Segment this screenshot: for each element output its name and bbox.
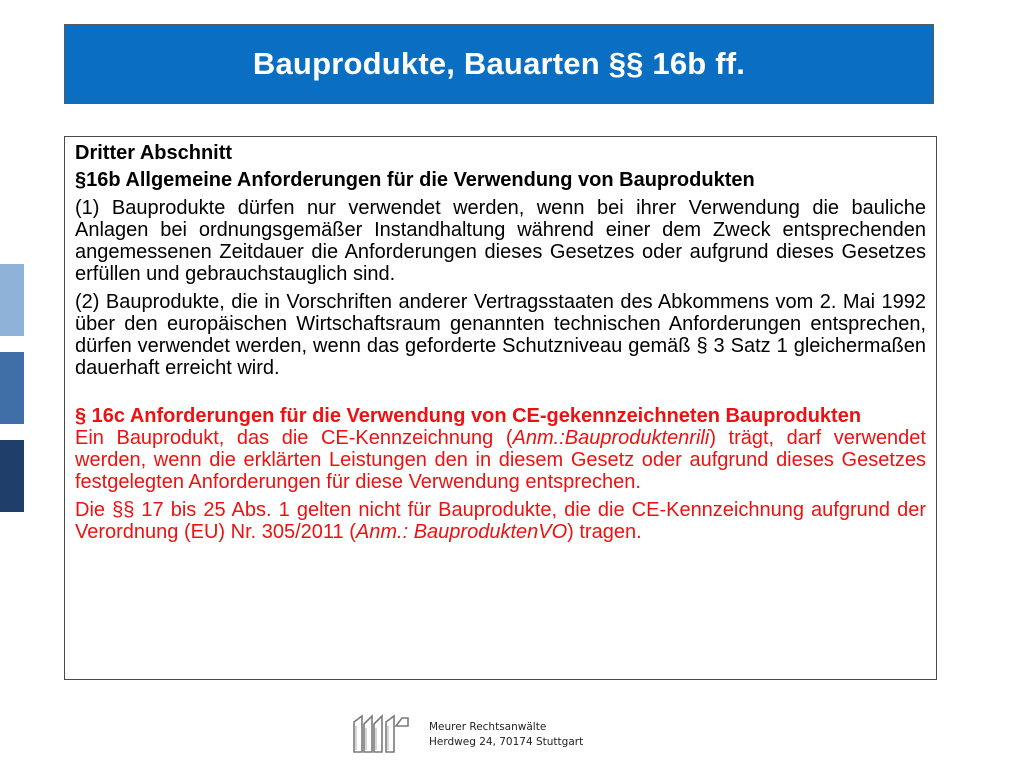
side-block-light [0, 264, 24, 336]
par16c-p1-annotation: Anm.:Bauproduktenrili [512, 427, 710, 449]
side-decoration [0, 264, 24, 528]
par16c-p2-text-b: ) tragen. [567, 521, 642, 543]
par16b-paragraph-1: (1) Bauprodukte dürfen nur verwendet werden, wenn bei ihrer Verwendung die bauliche Anlagen bei ordnungsgemäßer Instandhaltung während einer dem Zweck entsprechenden angemessenen Zeitdauer die Anforderungen dieses Gesetzes oder aufgrund dieses Gesetzes erfüllen und gebrauchstauglich sind. [75, 197, 926, 285]
law-firm-logo [352, 712, 410, 754]
footer-street: Herdweg 24, 70174 Stuttgart [429, 736, 584, 748]
par16c-p2-annotation: Anm.: BauproduktenVO [355, 521, 568, 543]
content-box [64, 136, 937, 680]
slide-title: Bauprodukte, Bauarten §§ 16b ff. [252, 46, 746, 81]
par16c-paragraph-2 [75, 499, 926, 543]
par16c-paragraph-1 [75, 427, 926, 493]
section-label: Dritter Abschnitt [75, 142, 233, 164]
par16c-p1-text-a: Ein Bauprodukt, das die CE-Kennzeichnung ( [75, 427, 513, 449]
footer-firm-name: Meurer Rechtsanwälte [429, 721, 547, 733]
par16b-paragraph-2: (2) Bauprodukte, die in Vorschriften anderer Vertragsstaaten des Abkommens vom 2. Mai 1992 über den europäischen Wirtschaftsraum genannten technischen Anforderungen entsprechen, dürfen verwendet werden, wenn das geforderte Schutzniveau gemäß § 3 Satz 1 gleichermaßen dauerhaft erreicht wird. [75, 291, 926, 379]
side-block-dark [0, 440, 24, 512]
par16c-p1-text-b: ) trägt, darf verwendet werden, wenn die erklärten Leistungen den in diesem Gesetz oder aufgrund dieses Gesetzes festgelegten Anforderungen für diese Verwendung entsprechen. [75, 427, 926, 493]
par16c-heading: § 16c Anforderungen für die Verwendung von CE-gekennzeichneten Bauprodukten [75, 405, 862, 427]
par16c-p2-text-a: Die §§ 17 bis 25 Abs. 1 gelten nicht für Bauprodukte, die die CE-Kennzeichnung aufgrund der Verordnung (EU) Nr. 305/2011 ( [75, 499, 926, 543]
footer-address [429, 720, 583, 750]
side-block-medium [0, 352, 24, 424]
title-bar [64, 24, 934, 104]
par16b-heading: §16b Allgemeine Anforderungen für die Verwendung von Bauprodukten [75, 169, 755, 191]
